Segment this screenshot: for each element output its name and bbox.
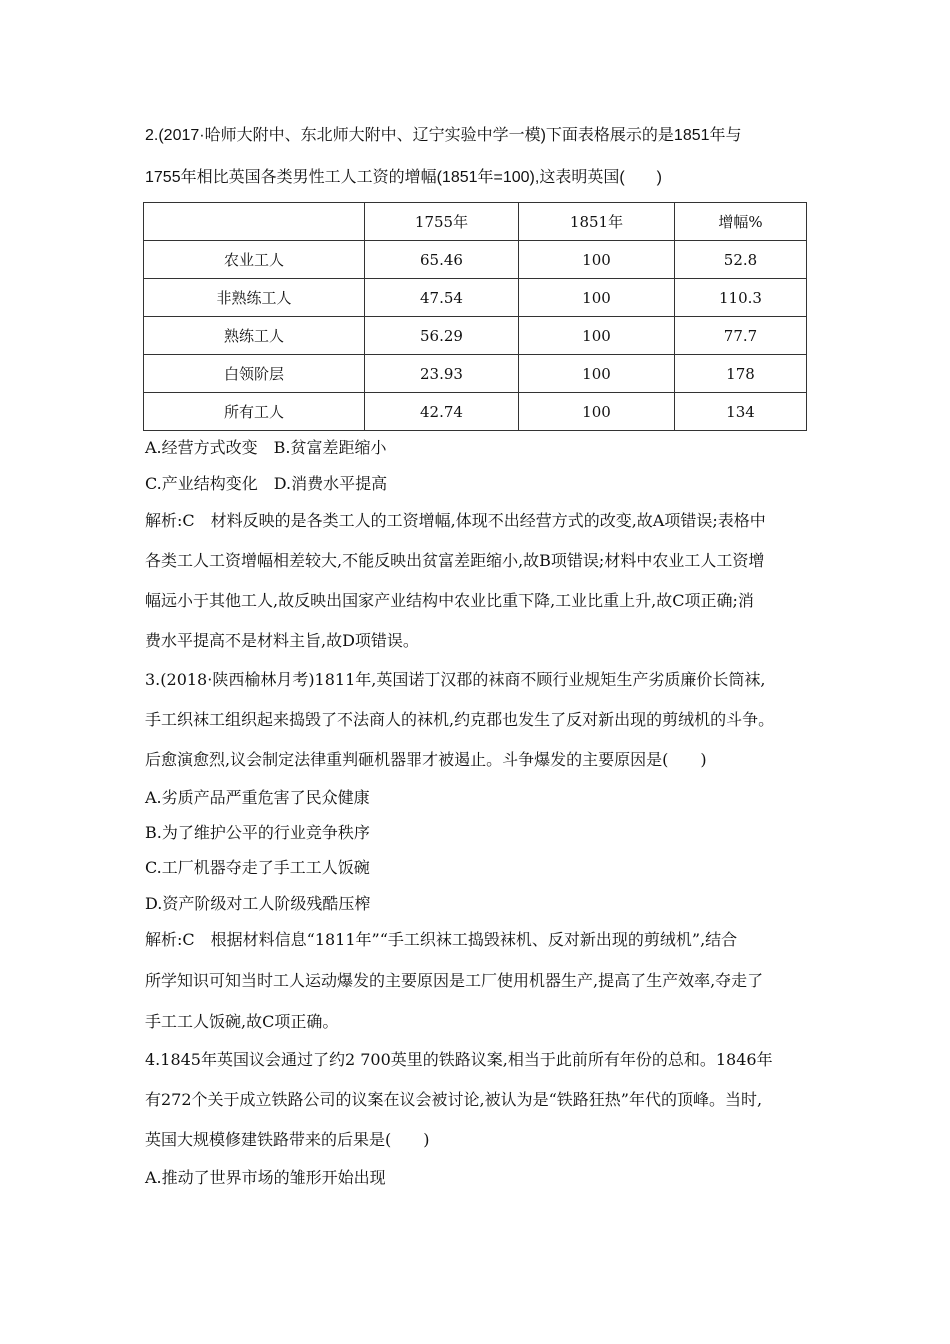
row-3-cell-3: 178 [675, 355, 807, 393]
q3-stem-line-3: 后愈演愈烈,议会制定法律重判砸机器罪才被遏止。斗争爆发的主要原因是( ) [145, 750, 707, 769]
q4-option-a: A.推动了世界市场的雏形开始出现 [145, 1168, 386, 1187]
q3-analysis-line-3: 手工工人饭碗,故C项正确。 [145, 1012, 339, 1031]
row-0-cell-3: 52.8 [675, 241, 807, 279]
row-1-cell-3: 110.3 [675, 279, 807, 317]
table-header-row [144, 203, 807, 241]
header-cell-2: 1851年 [519, 203, 675, 241]
q3-stem-line-1: 3.(2018·陕西榆林月考)1811年,英国诺丁汉郡的袜商不顾行业规矩生产劣质廉价长筒袜, [145, 670, 766, 689]
q3-option-b: B.为了维护公平的行业竞争秩序 [145, 823, 370, 842]
q2-analysis-line-4: 费水平提高不是材料主旨,故D项错误。 [145, 631, 419, 650]
row-0-cell-2: 100 [519, 241, 675, 279]
row-0-cell-0: 农业工人 [144, 241, 365, 279]
row-2-cell-1: 56.29 [365, 317, 519, 355]
row-4-cell-3: 134 [675, 393, 807, 431]
q2-options-line-1: A.经营方式改变 B.贫富差距缩小 [145, 438, 387, 457]
row-3-cell-1: 23.93 [365, 355, 519, 393]
row-3-cell-0: 白领阶层 [144, 355, 365, 393]
q3-stem-line-2: 手工织袜工组织起来捣毁了不法商人的袜机,约克郡也发生了反对新出现的剪绒机的斗争。 [145, 710, 775, 729]
row-4-cell-1: 42.74 [365, 393, 519, 431]
table-row [144, 393, 807, 431]
header-cell-0 [144, 203, 365, 241]
table-row [144, 355, 807, 393]
q4-stem-line-1: 4.1845年英国议会通过了约2 700英里的铁路议案,相当于此前所有年份的总和。1846年 [145, 1050, 773, 1069]
q2-analysis-line-1: 解析:C 材料反映的是各类工人的工资增幅,体现不出经营方式的改变,故A项错误;表格中 [145, 511, 766, 530]
q4-stem-line-2: 有272个关于成立铁路公司的议案在议会被讨论,被认为是“铁路狂热”年代的顶峰。当时, [145, 1090, 763, 1109]
q3-analysis-line-1: 解析:C 根据材料信息“1811年”“手工织袜工捣毁袜机、反对新出现的剪绒机”,结合 [145, 930, 738, 949]
q4-stem-line-3: 英国大规模修建铁路带来的后果是( ) [145, 1130, 430, 1149]
row-0-cell-1: 65.46 [365, 241, 519, 279]
wage-table [143, 202, 807, 431]
q3-option-c: C.工厂机器夺走了手工工人饭碗 [145, 858, 370, 877]
row-1-cell-0: 非熟练工人 [144, 279, 365, 317]
q3-option-a: A.劣质产品严重危害了民众健康 [145, 788, 370, 807]
q3-option-d: D.资产阶级对工人阶级残酷压榨 [145, 894, 371, 913]
header-cell-3: 增幅% [675, 203, 807, 241]
row-2-cell-3: 77.7 [675, 317, 807, 355]
row-4-cell-2: 100 [519, 393, 675, 431]
q2-options-line-2: C.产业结构变化 D.消费水平提高 [145, 474, 388, 493]
row-4-cell-0: 所有工人 [144, 393, 365, 431]
table-row [144, 279, 807, 317]
q2-analysis-line-2: 各类工人工资增幅相差较大,不能反映出贫富差距缩小,故B项错误;材料中农业工人工资增 [145, 551, 765, 570]
q3-analysis-line-2: 所学知识可知当时工人运动爆发的主要原因是工厂使用机器生产,提高了生产效率,夺走了 [145, 971, 764, 990]
q2-stem-line-2: 1755年相比英国各类男性工人工资的增幅(1851年=100),这表明英国( ) [145, 169, 662, 186]
row-1-cell-2: 100 [519, 279, 675, 317]
row-1-cell-1: 47.54 [365, 279, 519, 317]
row-2-cell-2: 100 [519, 317, 675, 355]
row-2-cell-0: 熟练工人 [144, 317, 365, 355]
q2-analysis-line-3: 幅远小于其他工人,故反映出国家产业结构中农业比重下降,工业比重上升,故C项正确;消 [145, 591, 754, 610]
q2-stem-line-1: 2.(2017·哈师大附中、东北师大附中、辽宁实验中学一模)下面表格展示的是1851年与 [145, 127, 742, 144]
header-cell-1: 1755年 [365, 203, 519, 241]
row-3-cell-2: 100 [519, 355, 675, 393]
table-row [144, 241, 807, 279]
table-row [144, 317, 807, 355]
